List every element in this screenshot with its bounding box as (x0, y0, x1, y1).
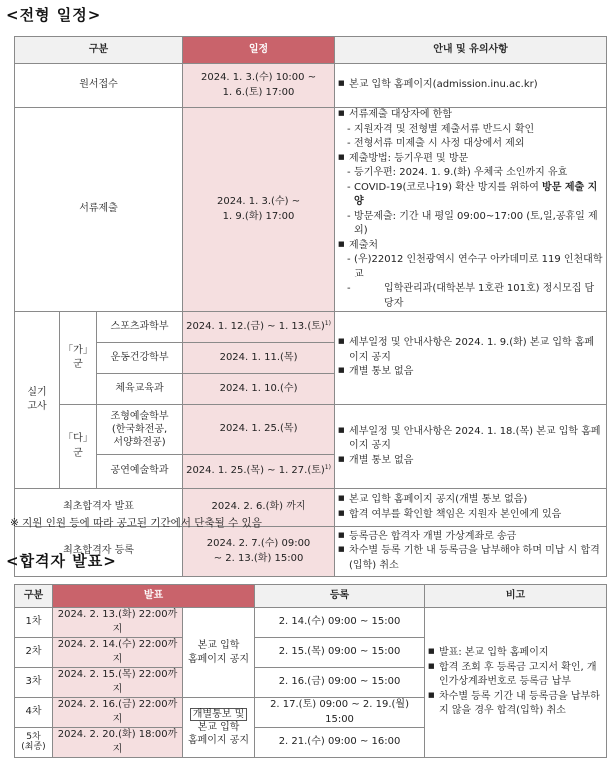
results-remarks (425, 608, 607, 758)
register-4: 2. 17.(토) 09:00 ~ 2. 19.(월) 15:00 (255, 698, 425, 728)
results-table (14, 584, 607, 758)
row-register-label: 최초합격자 등록 (15, 527, 183, 577)
docs-note-b3d1: - (우)22012 인천광역시 연수구 아카데미로 119 인천대학교 (338, 253, 603, 282)
results-header-round: 구분 (15, 585, 53, 608)
register-3: 2. 16.(금) 09:00 ~ 15:00 (255, 668, 425, 698)
row-apply-label: 원서접수 (15, 64, 183, 108)
register-note-1: ■ 등록금은 합격자 개별 가상계좌로 송금 (338, 530, 603, 545)
row-docs (15, 108, 607, 312)
header-schedule: 일정 (183, 37, 335, 64)
apply-note-1: ■ 본교 입학 홈페이지(admission.inu.ac.kr) (338, 78, 603, 93)
group-b-date-2-text: 2024. 1. 25.(목) ~ 1. 27.(토) (186, 465, 325, 477)
row-docs-date (183, 108, 335, 312)
docs-date-start: 2024. 1. 3.(수) ~ (216, 196, 301, 207)
announce-5: 2024. 2. 20.(화) 18:00까지 (53, 728, 183, 758)
docs-note-b1d1: - 지원자격 및 전형별 제출서류 반드시 확인 (338, 123, 603, 138)
register-1: 2. 14.(수) 09:00 ~ 15:00 (255, 608, 425, 638)
group-a-label: 「가」군 (60, 312, 97, 405)
register-note-2: ■ 차수별 등록 기한 내 등록금을 납부해야 하며 미납 시 합격(입학) 취소 (338, 544, 603, 573)
group-b-date-2 (183, 455, 335, 489)
group-a-date-1-sup: 1) (324, 319, 331, 327)
results-header-row (15, 585, 607, 608)
group-a-dept-1: 스포츠과학부 (97, 312, 183, 343)
round-5: 5차 (최종) (15, 728, 53, 758)
register-2: 2. 15.(목) 09:00 ~ 15:00 (255, 638, 425, 668)
method-2 (183, 698, 255, 758)
row-apply-date (183, 64, 335, 108)
round-4: 4차 (15, 698, 53, 728)
group-a-dept-3: 체육교육과 (97, 374, 183, 405)
apply-date-start: 2024. 1. 3.(수) 10:00 ~ (200, 72, 317, 83)
row-final-label: 최초합격자 발표 (15, 489, 183, 527)
remark-2: ■ 합격 조회 후 등록금 고지서 확인, 개인가상계좌번호로 등록금 납부 (428, 661, 603, 690)
docs-note-covid: COVID-19(코로나19) 확산 방지를 위하여 (354, 181, 543, 193)
group-b-date-1: 2024. 1. 25.(목) (183, 405, 335, 455)
method-1: 본교 입학 홈페이지 공지 (183, 608, 255, 698)
round-2: 2차 (15, 638, 53, 668)
docs-note-b2d1: - 등기우편: 2024. 1. 9.(화) 우체국 소인까지 유효 (338, 166, 603, 181)
group-a-date-2: 2024. 1. 11.(목) (183, 343, 335, 374)
row-practical-a1 (15, 312, 607, 343)
schedule-table (14, 36, 607, 577)
docs-note-b2d3: - 방문제출: 기간 내 평일 09:00~17:00 (토,일,공휴일 제외) (338, 210, 603, 239)
row-docs-notes (335, 108, 607, 312)
group-b-dept-2: 공연예술학과 (97, 455, 183, 489)
group-b-date-2-sup: 1) (324, 464, 331, 472)
announce-1: 2024. 2. 13.(화) 22:00까지 (53, 608, 183, 638)
group-a-notes (335, 312, 607, 405)
group-a-note-1: ■ 세부일정 및 안내사항은 2024. 1. 9.(화) 본교 입학 홈페이지 공지 (338, 336, 603, 365)
results-title: <합격자 발표> (6, 552, 117, 570)
docs-note-b1: ■ 서류제출 대상자에 한함 (338, 108, 603, 123)
group-b-notes (335, 405, 607, 489)
announce-2: 2024. 2. 14.(수) 22:00까지 (53, 638, 183, 668)
final-note-2: ■ 합격 여부를 확인할 책임은 지원자 본인에게 있음 (338, 508, 603, 523)
group-b-dept-1: 조형예술학부 (한국화전공, 서양화전공) (97, 405, 183, 455)
row-final-notes (335, 489, 607, 527)
round-3: 3차 (15, 668, 53, 698)
row-register-date (183, 527, 335, 577)
announce-3: 2024. 2. 15.(목) 22:00까지 (53, 668, 183, 698)
docs-date-end: 1. 9.(화) 17:00 (222, 210, 295, 222)
docs-note-b2d2 (338, 181, 603, 210)
schedule-header-row (15, 37, 607, 64)
announce-4: 2024. 2. 16.(금) 22:00까지 (53, 698, 183, 728)
results-row-1 (15, 608, 607, 638)
docs-note-b3: ■ 제출처 (338, 239, 603, 254)
schedule-title: <전형 일정> (6, 6, 102, 24)
header-category: 구분 (15, 37, 183, 64)
practical-label: 실기 고사 (15, 312, 60, 489)
header-notes: 안내 및 유의사항 (335, 37, 607, 64)
group-b-note-1: ■ 세부일정 및 안내사항은 2024. 1. 18.(목) 본교 입학 홈페이지 공지 (338, 425, 603, 454)
docs-note-b2: ■ 제출방법: 등기우편 및 방문 (338, 152, 603, 167)
group-b-label: 「다」군 (60, 405, 97, 489)
group-a-date-3: 2024. 1. 10.(수) (183, 374, 335, 405)
row-practical-b1 (15, 405, 607, 455)
docs-note-b1d2: - 전형서류 미제출 시 사정 대상에서 제외 (338, 137, 603, 152)
remark-1: ■ 발표: 본교 입학 홈페이지 (428, 646, 603, 661)
method-2-text: 본교 입학 홈페이지 공지 (187, 722, 250, 746)
register-5: 2. 21.(수) 09:00 ~ 16:00 (255, 728, 425, 758)
register-date-start: 2024. 2. 7.(수) 09:00 (206, 538, 311, 549)
row-apply (15, 64, 607, 108)
schedule-footnote: ※ 지원 인원 등에 따라 공고된 기간에서 단축될 수 있음 (10, 517, 262, 529)
docs-note-b3d2: - 입학관리과(대학본부 1호관 101호) 정시모집 담당자 (338, 282, 603, 311)
final-note-1: ■ 본교 입학 홈페이지 공지(개별 통보 없음) (338, 493, 603, 508)
apply-date-end: 1. 6.(토) 17:00 (222, 86, 295, 98)
group-a-date-1 (183, 312, 335, 343)
row-register-notes (335, 527, 607, 577)
round-1: 1차 (15, 608, 53, 638)
group-a-dept-2: 운동건강학부 (97, 343, 183, 374)
row-docs-label: 서류제출 (15, 108, 183, 312)
group-b-note-2: ■ 개별 통보 없음 (338, 454, 603, 469)
remark-3: ■ 차수별 등록 기간 내 등록금을 납부하지 않을 경우 합격(입학) 취소 (428, 690, 603, 719)
results-header-remarks: 비고 (425, 585, 607, 608)
group-a-note-2: ■ 개별 통보 없음 (338, 365, 603, 380)
row-apply-notes (335, 64, 607, 108)
docs-note-covid-bold: 방문 제출 지양 (354, 181, 598, 207)
results-header-announce: 발표 (53, 585, 255, 608)
results-header-register: 등록 (255, 585, 425, 608)
register-date-end: ~ 2. 13.(화) 15:00 (213, 552, 304, 564)
group-a-date-1-text: 2024. 1. 12.(금) ~ 1. 13.(토) (186, 320, 325, 332)
row-final-date: 2024. 2. 6.(화) 까지 (183, 489, 335, 527)
method-2-boxed: 개별통보 및 (190, 708, 247, 721)
